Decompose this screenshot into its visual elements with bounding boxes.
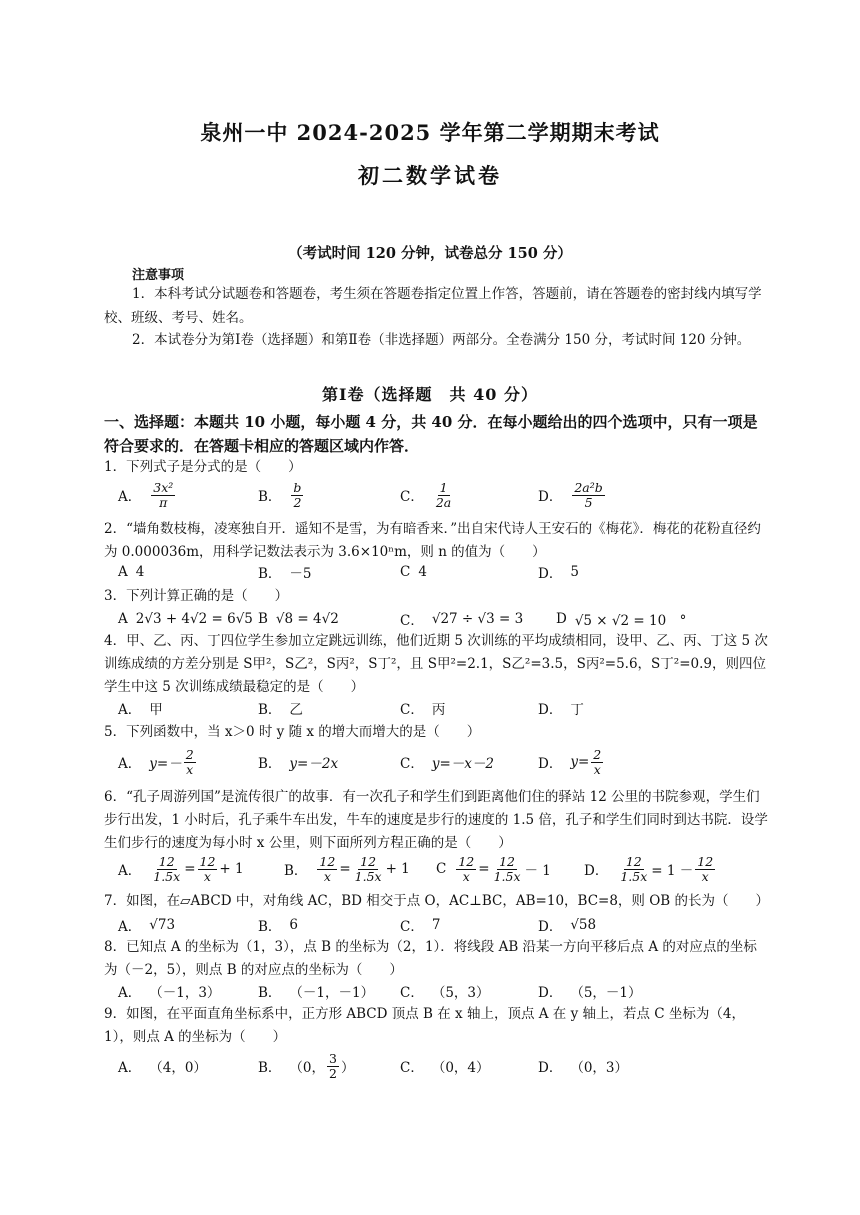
option-row bbox=[104, 696, 774, 720]
option: C． 丙 bbox=[400, 702, 446, 718]
question-stem: 4．甲、乙、丙、丁四位学生参加立定跳远训练，他们近期 5 次训练的平均成绩相同，设甲、乙、丙、丁这 5 次训练成绩的方差分别是 S甲²，S乙²，S丙²，S丁²，且 S甲²=2.1，S乙²=3.5，S丙²=5.6，S丁²=0.9，则四位学生中这 5 次训练成绩最稳定的是（ ） bbox=[104, 633, 768, 695]
option-row bbox=[104, 745, 774, 779]
question-stem: 2．“墙角数枝梅，凌寒独自开．遥知不是雪，为有暗香来．”出自宋代诗人王安石的《梅花》．梅花的花粉直径约为 0.000036m，用科学记数法表示为 3.6×10ⁿm，则 n 的值为（ ） bbox=[104, 521, 761, 560]
notice-item: 1．本科考试分试题卷和答题卷，考生须在答题卷指定位置上作答，答题前，请在答题卷的密封线内填写学校、班级、考号、姓名。 bbox=[104, 286, 762, 326]
question-stem: 6．“孔子周游列国”是流传很广的故事．有一次孔子和学生们到距离他们住的驿站 12 公里的书院参观，学生们步行出发，1 小时后，孔子乘牛车出发，牛车的速度是步行的速度的 1.5 倍，孔子和学生们同时到达书院．设学生们步行的速度为每小时 x 公里，则下面所列方程正确的是（ ） bbox=[104, 789, 768, 851]
exam-subtitle: 初二数学试卷 bbox=[358, 163, 502, 188]
question-stem: 7．如图，在▱ABCD 中，对角线 AC，BD 相交于点 O，AC⊥BC，AB=10，BC=8，则 OB 的长为（ ） bbox=[104, 893, 770, 909]
notice-item: 2．本试卷分为第Ⅰ卷（选择题）和第Ⅱ卷（非选择题）两部分。全卷满分 150 分，考试时间 120 分钟。 bbox=[132, 332, 751, 348]
option: C． √27 ÷ √3 = 3 bbox=[400, 611, 524, 629]
option: B． －5 bbox=[258, 566, 312, 582]
question-stem: 1．下列式子是分式的是（ ） bbox=[104, 459, 302, 475]
option: D． 5 bbox=[538, 564, 579, 582]
option: D． （5，－1） bbox=[538, 985, 642, 1001]
option: C． （5，3） bbox=[400, 985, 490, 1001]
section-intro: 一、选择题：本题共 10 小题，每小题 4 分，共 40 分．在每小题给出的四个选项中，只有一项是符合要求的．在答题卡相应的答题区域内作答． bbox=[104, 413, 758, 455]
option-row bbox=[104, 478, 774, 512]
option: B． 乙 bbox=[258, 702, 303, 718]
option-row bbox=[104, 607, 774, 631]
question-stem: 3．下列计算正确的是（ ） bbox=[104, 588, 289, 604]
option: B． $\frac{b}{2}$ bbox=[258, 479, 302, 510]
option: A 4 bbox=[118, 564, 145, 580]
option: C 4 bbox=[400, 564, 427, 580]
option: D． （0，3） bbox=[538, 1060, 629, 1076]
option: C． y=－x－2 bbox=[400, 756, 494, 772]
section-title: 第Ⅰ卷（选择题 共 40 分） bbox=[322, 385, 538, 404]
option: A． y=－ $\frac{2}{x}$ bbox=[118, 746, 194, 777]
exam-info: （考试时间 120 分钟，试卷总分 150 分） bbox=[288, 245, 572, 262]
option: B √8 = 4√2 bbox=[258, 611, 339, 627]
option: B． $\frac{12}{x}$ = $\frac{12}{1.5x}$ + 1 bbox=[284, 853, 410, 884]
exam-title: 泉州一中 2024-2025 学年第二学期期末考试 bbox=[200, 120, 660, 145]
option: D． $\frac{12}{1.5x}$ = 1 － $\frac{12}{x}$ bbox=[584, 853, 714, 884]
option: A． $\frac{12}{1.5x}$ = $\frac{12}{x}$ + 1 bbox=[118, 853, 244, 884]
option: D． $\frac{\text{2a²b}}{5}$ bbox=[538, 479, 603, 510]
question-stem: 8．已知点 A 的坐标为（1，3），点 B 的坐标为（2，1）．将线段 AB 沿某一方向平移后点 A 的对应点的坐标为（－2，5），则点 B 的对应点的坐标为（ ） bbox=[104, 939, 757, 978]
option: C． $\frac{1}{2a}$ bbox=[400, 479, 452, 510]
option: D． y= $\frac{2}{x}$ bbox=[538, 746, 602, 777]
option: B． （0， $\frac{3}{2}$ ） bbox=[258, 1050, 355, 1081]
option: C． 7 bbox=[400, 917, 441, 935]
option: B． y=－2x bbox=[258, 756, 339, 772]
question-stem: 5．下列函数中，当 x＞0 时 y 随 x 的增大而增大的是（ ） bbox=[104, 724, 481, 740]
option-row bbox=[104, 913, 774, 937]
option: A 2√3 + 4√2 = 6√5 bbox=[118, 611, 253, 627]
option: D √5 × √2 = 10 ° bbox=[556, 611, 687, 629]
option: A． √73 bbox=[118, 917, 176, 935]
option: D． 丁 bbox=[538, 702, 584, 718]
option: C． （0，4） bbox=[400, 1060, 490, 1076]
option: A． （－1，3） bbox=[118, 985, 221, 1001]
option: C $\frac{12}{x}$ = $\frac{12}{1.5x}$ － 1 bbox=[436, 853, 551, 884]
notice-heading: 注意事项 bbox=[132, 268, 185, 283]
option-row bbox=[104, 560, 774, 584]
option: D． √58 bbox=[538, 917, 597, 935]
option-row bbox=[104, 979, 774, 1003]
option: B． 6 bbox=[258, 917, 299, 935]
option: A． （4，0） bbox=[118, 1060, 207, 1076]
question-stem: 9．如图，在平面直角坐标系中，正方形 ABCD 顶点 B 在 x 轴上，顶点 A 在 y 轴上，若点 C 坐标为（4，1），则点 A 的坐标为（ ） bbox=[104, 1006, 745, 1045]
option: B． （－1，－1） bbox=[258, 985, 375, 1001]
option: A． $\frac{\text{3x²}}{\pi}$ bbox=[118, 479, 174, 510]
option: A． 甲 bbox=[118, 702, 163, 718]
option-row bbox=[104, 852, 774, 886]
option-row bbox=[104, 1049, 774, 1083]
